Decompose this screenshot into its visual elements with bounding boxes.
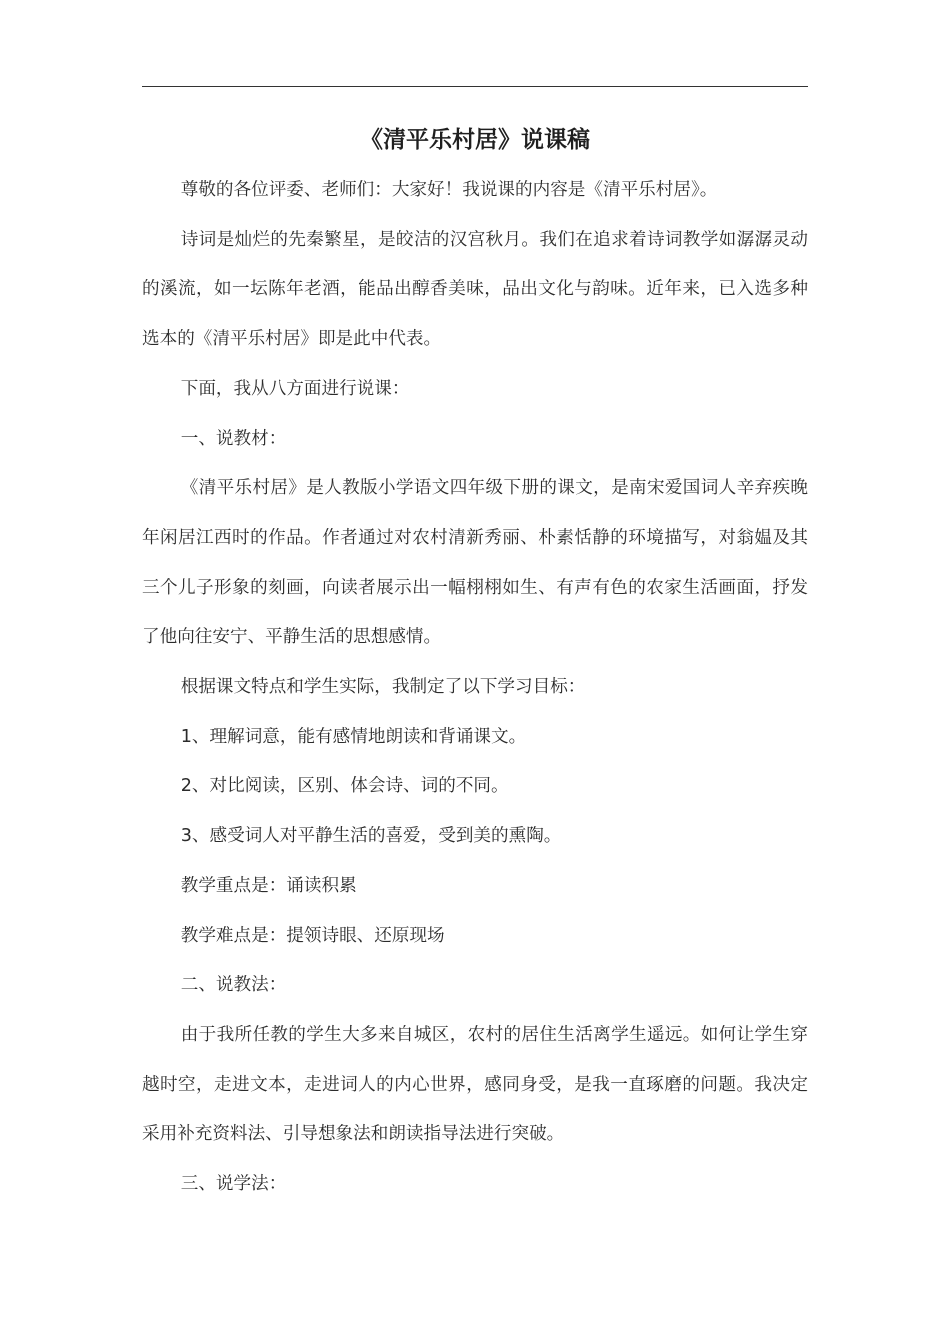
paragraph-greeting: 尊敬的各位评委、老师们：大家好！我说课的内容是《清平乐村居》。 bbox=[180, 180, 718, 200]
document-title: 《清平乐村居》说课稿 bbox=[360, 127, 590, 153]
paragraph-difficulty: 教学难点是：提领诗眼、还原现场 bbox=[180, 925, 445, 946]
goal-item-2: 2、对比阅读，区别、体会诗、词的不同。 bbox=[180, 776, 509, 797]
section-heading-learning-method: 三、说学法： bbox=[180, 1174, 287, 1195]
paragraph-intro: 诗词是灿烂的先秦繁星，是皎洁的汉宫秋月。我们在追求着诗词教学如潺潺灵动的溪流，如一坛陈年老酒，能品出醇香美味，品出文化与韵味。近年来，已入选多种选本的《清平乐村居》即是此中代表。 bbox=[142, 229, 808, 350]
paragraph-textbook: 《清平乐村居》是人教版小学语文四年级下册的课文，是南宋爱国词人辛弃疾晚年闲居江西时的作品。作者通过对农村清新秀丽、朴素恬静的环境描写，对翁媪及其三个儿子形象的刻画，向读者展示出一幅栩栩如生、有声有色的农家生活画面，抒发了他向往安宁、平静生活的思想感情。 bbox=[142, 478, 808, 648]
paragraph-overview: 下面，我从八方面进行说课： bbox=[180, 378, 410, 399]
paragraph-key-point: 教学重点是：诵读积累 bbox=[180, 875, 357, 896]
section-heading-teaching-method: 二、说教法： bbox=[180, 975, 287, 996]
section-heading-textbook: 一、说教材： bbox=[180, 428, 287, 449]
paragraph-teaching-method: 由于我所任教的学生大多来自城区，农村的居住生活离学生遥远。如何让学生穿越时空，走进文本，走进词人的内心世界，感同身受，是我一直琢磨的问题。我决定采用补充资料法、引导想象法和朗读指导法进行突破。 bbox=[142, 1024, 808, 1145]
document-body bbox=[142, 166, 808, 1210]
paragraph-goals-intro: 根据课文特点和学生实际，我制定了以下学习目标： bbox=[180, 677, 586, 698]
goal-item-3: 3、感受词人对平静生活的喜爱，受到美的熏陶。 bbox=[180, 826, 562, 847]
header-rule bbox=[142, 86, 808, 87]
goal-item-1: 1、理解词意，能有感情地朗读和背诵课文。 bbox=[180, 726, 527, 747]
